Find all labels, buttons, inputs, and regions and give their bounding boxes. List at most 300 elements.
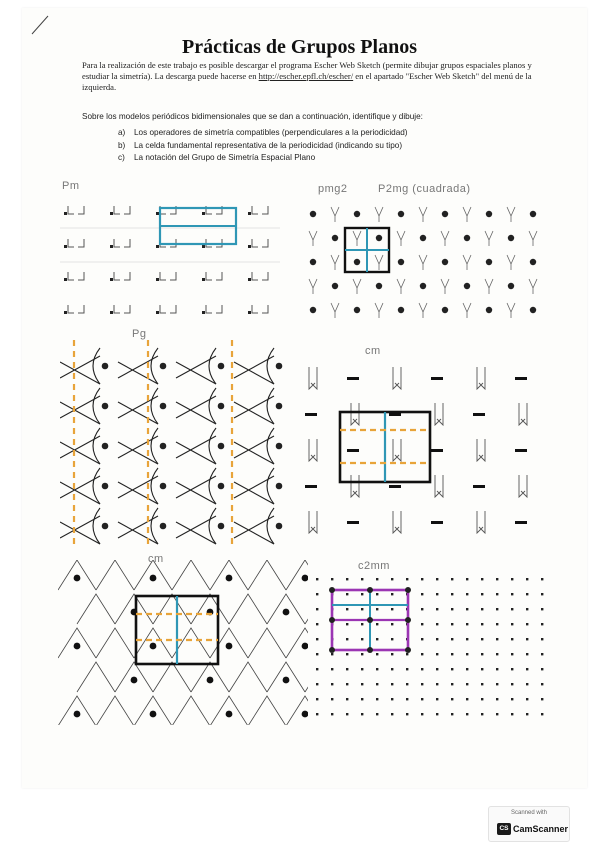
pattern-bar (431, 521, 443, 524)
pattern-dot (436, 593, 438, 595)
document-title: Prácticas de Grupos Planos (182, 36, 417, 58)
pattern-mark (78, 239, 84, 247)
pattern-dot (376, 638, 378, 640)
rotation-point (329, 647, 335, 653)
pattern-dot (451, 668, 453, 670)
pattern-dot (218, 443, 225, 450)
pattern-dot (376, 713, 378, 715)
pattern-arrow (393, 439, 401, 461)
pattern-dot (526, 698, 528, 700)
pattern-arc (267, 468, 274, 504)
label-p2mg: P2mg (cuadrada) (378, 183, 471, 195)
label-cm-1: cm (365, 345, 381, 357)
pattern-dot (421, 638, 423, 640)
pattern-dot (481, 653, 483, 655)
pattern-dot (150, 575, 157, 582)
pattern-dot (302, 575, 308, 582)
pattern-dot (421, 608, 423, 610)
pattern-dot (451, 713, 453, 715)
pattern-dot (376, 623, 378, 625)
pattern-arc (151, 428, 158, 464)
pattern-mark (160, 305, 166, 313)
rotation-point (329, 617, 335, 623)
pattern-dot (376, 593, 378, 595)
pattern-motif (529, 231, 537, 246)
pattern-motif (463, 207, 471, 222)
pattern-mark (68, 272, 74, 280)
pattern-dot (332, 283, 338, 289)
pattern-dot (316, 653, 318, 655)
item-text: Los operadores de simetría compatibles (perpendiculares a la periodicidad) (134, 128, 408, 137)
pattern-motif (419, 207, 427, 222)
pattern-dot (346, 623, 348, 625)
pattern-motif (331, 303, 339, 318)
escher-link[interactable]: http://escher.epfl.ch/escher/ (258, 71, 354, 81)
pattern-dot (496, 578, 498, 580)
pattern-dot (466, 638, 468, 640)
pattern-dot (102, 483, 109, 490)
pattern-dot (436, 578, 438, 580)
pattern-dot (391, 578, 393, 580)
pattern-dot (150, 643, 157, 650)
pattern-arc (209, 388, 216, 424)
pattern-dot (530, 259, 536, 265)
pattern-arc (151, 508, 158, 544)
pattern-arrow (519, 475, 527, 497)
rotation-point (329, 587, 335, 593)
pattern-dot (354, 211, 360, 217)
pattern-dot (376, 283, 382, 289)
pattern-motif (353, 279, 361, 294)
pattern-mark (78, 206, 84, 214)
pattern-dot (406, 698, 408, 700)
pattern-dot (481, 683, 483, 685)
pattern-arc (151, 388, 158, 424)
pattern-mark (78, 272, 84, 280)
pattern-dot (526, 713, 528, 715)
pattern-dot (361, 713, 363, 715)
pattern-dot (511, 578, 513, 580)
pattern-mark (78, 305, 84, 313)
pattern-dot (160, 523, 167, 530)
pattern-dot (398, 211, 404, 217)
pattern-dot (481, 668, 483, 670)
pattern-dot (316, 668, 318, 670)
pattern-arc (267, 388, 274, 424)
pattern-dot (110, 311, 113, 314)
pattern-motif (529, 279, 537, 294)
pattern-line (248, 696, 286, 725)
pattern-dot (526, 653, 528, 655)
pattern-dot (361, 653, 363, 655)
pattern-dot (508, 235, 514, 241)
pattern-dot (451, 638, 453, 640)
label-pmg2: pmg2 (318, 183, 348, 195)
pattern-mark (252, 305, 258, 313)
label-cm-2: cm (148, 553, 164, 565)
pattern-panel-p2mg (305, 192, 550, 327)
pattern-dot (110, 212, 113, 215)
pattern-dot (511, 713, 513, 715)
pattern-dot (398, 259, 404, 265)
label-pm: Pm (62, 180, 80, 192)
pattern-dot (156, 278, 159, 281)
pattern-dot (541, 698, 543, 700)
pattern-dot (442, 211, 448, 217)
pattern-dot (331, 683, 333, 685)
pattern-dot (541, 653, 543, 655)
pattern-dot (316, 713, 318, 715)
pattern-dot (526, 608, 528, 610)
pattern-dot (391, 638, 393, 640)
pattern-dot (316, 578, 318, 580)
scanned-with-text: Scanned with (510, 810, 548, 816)
pattern-dot (511, 623, 513, 625)
pattern-mark (252, 272, 258, 280)
pattern-dot (102, 443, 109, 450)
pattern-motif (375, 255, 383, 270)
pattern-dot (466, 668, 468, 670)
pattern-dot (451, 623, 453, 625)
pattern-mark (124, 206, 130, 214)
pattern-dot (420, 235, 426, 241)
pattern-mark (68, 239, 74, 247)
pattern-mark (206, 305, 212, 313)
pattern-dot (541, 608, 543, 610)
pattern-mark (114, 206, 120, 214)
pattern-line (96, 560, 134, 590)
pattern-dot (316, 638, 318, 640)
pattern-line (210, 696, 248, 725)
pattern-panel-c2mm (310, 570, 550, 720)
pattern-dot (64, 212, 67, 215)
pattern-dot (276, 443, 283, 450)
pattern-dot (64, 311, 67, 314)
pattern-dot (202, 245, 205, 248)
item-letter: b) (118, 140, 126, 150)
pattern-motif (419, 255, 427, 270)
pattern-dot (526, 668, 528, 670)
pattern-dot (496, 623, 498, 625)
pattern-dot (361, 623, 363, 625)
pattern-motif (397, 279, 405, 294)
pattern-dot (361, 608, 363, 610)
pattern-dot (248, 212, 251, 215)
pattern-dot (276, 403, 283, 410)
pattern-dot (302, 643, 308, 650)
pattern-arc (267, 428, 274, 464)
pattern-line (172, 696, 210, 725)
camscanner-badge (488, 806, 570, 842)
pattern-dot (420, 283, 426, 289)
pattern-motif (507, 207, 515, 222)
pattern-motif (441, 231, 449, 246)
pattern-dot (226, 643, 233, 650)
pattern-dot (421, 713, 423, 715)
rotation-point (367, 617, 373, 623)
pattern-dot (74, 575, 81, 582)
pattern-dot (361, 668, 363, 670)
pattern-dot (376, 578, 378, 580)
pattern-dot (466, 593, 468, 595)
pattern-dot (421, 593, 423, 595)
pattern-dot (486, 211, 492, 217)
pattern-dot (406, 578, 408, 580)
rotation-point (405, 587, 411, 593)
pattern-motif (397, 231, 405, 246)
pattern-motif (507, 255, 515, 270)
pattern-dot (248, 278, 251, 281)
pattern-dot (160, 363, 167, 370)
pattern-mark (170, 305, 176, 313)
pattern-arrow (393, 511, 401, 533)
pattern-line (229, 594, 267, 624)
rotation-point (405, 647, 411, 653)
pattern-arrow (435, 475, 443, 497)
intro-text-before: Para la realización de este trabajo es posible descargar el programa Escher Web Sketch (permite dibujar grupos espaciales planos y estudiar la simetría). La descarga puede hacerse en (82, 60, 532, 81)
pattern-dot (421, 578, 423, 580)
pattern-dot (218, 363, 225, 370)
pattern-dot (481, 578, 483, 580)
pattern-dot (64, 278, 67, 281)
pattern-dot (202, 311, 205, 314)
pattern-dot (283, 677, 290, 684)
list-item (118, 127, 538, 140)
pattern-line (153, 662, 191, 692)
intro-text-after: en el apartado "Escher Web Sketch" del menú de la izquierda. (82, 71, 532, 92)
pattern-mark (124, 305, 130, 313)
pattern-dot (541, 668, 543, 670)
pattern-motif (463, 255, 471, 270)
pattern-dot (451, 653, 453, 655)
pattern-dot (496, 668, 498, 670)
pattern-dot (346, 683, 348, 685)
pattern-arc (93, 388, 100, 424)
pattern-dot (466, 578, 468, 580)
pattern-dot (226, 711, 233, 718)
pattern-dot (481, 593, 483, 595)
pattern-dot (207, 677, 214, 684)
pattern-arrow (309, 439, 317, 461)
pattern-dot (276, 363, 283, 370)
rotation-point (405, 617, 411, 623)
pattern-dot (442, 307, 448, 313)
pattern-dot (511, 638, 513, 640)
pattern-dot (481, 713, 483, 715)
label-pg: Pg (132, 328, 147, 340)
pattern-arc (93, 348, 100, 384)
pattern-motif (463, 303, 471, 318)
pattern-bar (473, 413, 485, 416)
pattern-dot (331, 698, 333, 700)
pattern-arc (209, 348, 216, 384)
question-list (118, 127, 538, 165)
pattern-dot (156, 212, 159, 215)
pattern-dot (530, 307, 536, 313)
pattern-dot (451, 683, 453, 685)
pattern-arc (151, 348, 158, 384)
pattern-mark (68, 305, 74, 313)
pattern-arc (93, 468, 100, 504)
pattern-dot (331, 653, 333, 655)
pattern-bar (515, 377, 527, 380)
pattern-dot (64, 245, 67, 248)
pattern-dot (354, 307, 360, 313)
pattern-mark (170, 272, 176, 280)
pattern-arrow (477, 439, 485, 461)
pattern-line (134, 696, 172, 725)
pattern-arc (267, 348, 274, 384)
pattern-mark (206, 272, 212, 280)
pattern-dot (464, 283, 470, 289)
pattern-dot (541, 623, 543, 625)
pattern-dot (496, 713, 498, 715)
pattern-arrow (309, 367, 317, 389)
pattern-dot (436, 683, 438, 685)
pattern-dot (511, 698, 513, 700)
pattern-dot (466, 698, 468, 700)
pattern-dot (248, 245, 251, 248)
pattern-dot (496, 683, 498, 685)
pattern-arrow (477, 511, 485, 533)
list-item (118, 152, 538, 165)
pattern-dot (302, 711, 308, 718)
pattern-dot (466, 608, 468, 610)
pattern-line (248, 560, 286, 590)
pattern-bar (431, 449, 443, 452)
pattern-line (172, 560, 210, 590)
pattern-line (153, 594, 191, 624)
pattern-dot (496, 653, 498, 655)
pattern-motif (331, 255, 339, 270)
pattern-dot (361, 638, 363, 640)
pattern-dot (466, 713, 468, 715)
pattern-dot (376, 698, 378, 700)
pattern-panel-cm-1 (295, 355, 550, 540)
pattern-dot (391, 608, 393, 610)
pattern-dot (150, 711, 157, 718)
item-letter: c) (118, 153, 125, 162)
pattern-mark (216, 305, 222, 313)
pattern-bar (347, 377, 359, 380)
pattern-dot (496, 608, 498, 610)
pattern-dot (526, 638, 528, 640)
pattern-dot (391, 713, 393, 715)
pattern-arc (267, 508, 274, 544)
pattern-dot (496, 698, 498, 700)
pattern-dot (511, 608, 513, 610)
pattern-dot (526, 623, 528, 625)
pattern-dot (376, 653, 378, 655)
pattern-bar (431, 377, 443, 380)
pattern-dot (526, 578, 528, 580)
pattern-dot (346, 638, 348, 640)
pattern-dot (102, 363, 109, 370)
pattern-arrow (309, 511, 317, 533)
pattern-dot (346, 698, 348, 700)
pattern-dot (391, 653, 393, 655)
pattern-mark (114, 272, 120, 280)
pattern-dot (481, 608, 483, 610)
camscanner-logo-icon: CS (497, 823, 511, 835)
pattern-bar (389, 485, 401, 488)
pattern-dot (391, 698, 393, 700)
pattern-dot (346, 713, 348, 715)
pattern-dot (156, 311, 159, 314)
pattern-line (58, 696, 96, 725)
pattern-mark (160, 272, 166, 280)
pattern-bar (515, 521, 527, 524)
pattern-dot (481, 623, 483, 625)
pattern-line (77, 662, 115, 692)
item-text: La celda fundamental representativa de la periodicidad (indicando su tipo) (134, 140, 403, 150)
pattern-mark (262, 272, 268, 280)
pattern-dot (496, 638, 498, 640)
pattern-bar (515, 449, 527, 452)
pattern-dot (310, 307, 316, 313)
pattern-motif (331, 207, 339, 222)
pattern-mark (114, 239, 120, 247)
pattern-dot (481, 638, 483, 640)
pattern-dot (436, 668, 438, 670)
pattern-dot (332, 235, 338, 241)
pattern-line (248, 628, 286, 658)
rotation-point (367, 587, 373, 593)
pattern-panel-pg (60, 340, 290, 545)
pattern-arc (209, 428, 216, 464)
pattern-dot (451, 608, 453, 610)
pattern-dot (276, 523, 283, 530)
pattern-dot (436, 638, 438, 640)
camscanner-brand: CamScanner (513, 824, 569, 834)
pattern-mark (114, 305, 120, 313)
pattern-arrow (435, 403, 443, 425)
pattern-dot (526, 593, 528, 595)
pattern-dot (331, 713, 333, 715)
pattern-mark (262, 305, 268, 313)
pattern-bar (473, 485, 485, 488)
pattern-dot (421, 698, 423, 700)
pattern-arrow (393, 367, 401, 389)
pattern-dot (160, 443, 167, 450)
pattern-dot (466, 623, 468, 625)
pattern-dot (361, 683, 363, 685)
pattern-dot (466, 683, 468, 685)
pattern-dot (346, 668, 348, 670)
pattern-dot (248, 311, 251, 314)
pattern-dot (406, 713, 408, 715)
pattern-mark (68, 206, 74, 214)
pattern-arrow (519, 403, 527, 425)
pattern-dot (376, 683, 378, 685)
pattern-dot (283, 609, 290, 616)
pattern-line (96, 628, 134, 658)
pattern-motif (507, 303, 515, 318)
question-text: Sobre los modelos periódicos bidimensionales que se dan a continuación, identifique y dibuje: (82, 112, 423, 121)
pattern-motif (309, 279, 317, 294)
pattern-dot (276, 483, 283, 490)
pattern-panel-pm (60, 192, 280, 322)
pattern-dot (354, 259, 360, 265)
pattern-mark (124, 239, 130, 247)
pattern-dot (376, 608, 378, 610)
pattern-arc (209, 468, 216, 504)
pattern-dot (346, 608, 348, 610)
pattern-dot (486, 259, 492, 265)
item-text: La notación del Grupo de Simetría Espacial Plano (134, 153, 316, 162)
pattern-dot (376, 235, 382, 241)
pattern-dot (316, 593, 318, 595)
